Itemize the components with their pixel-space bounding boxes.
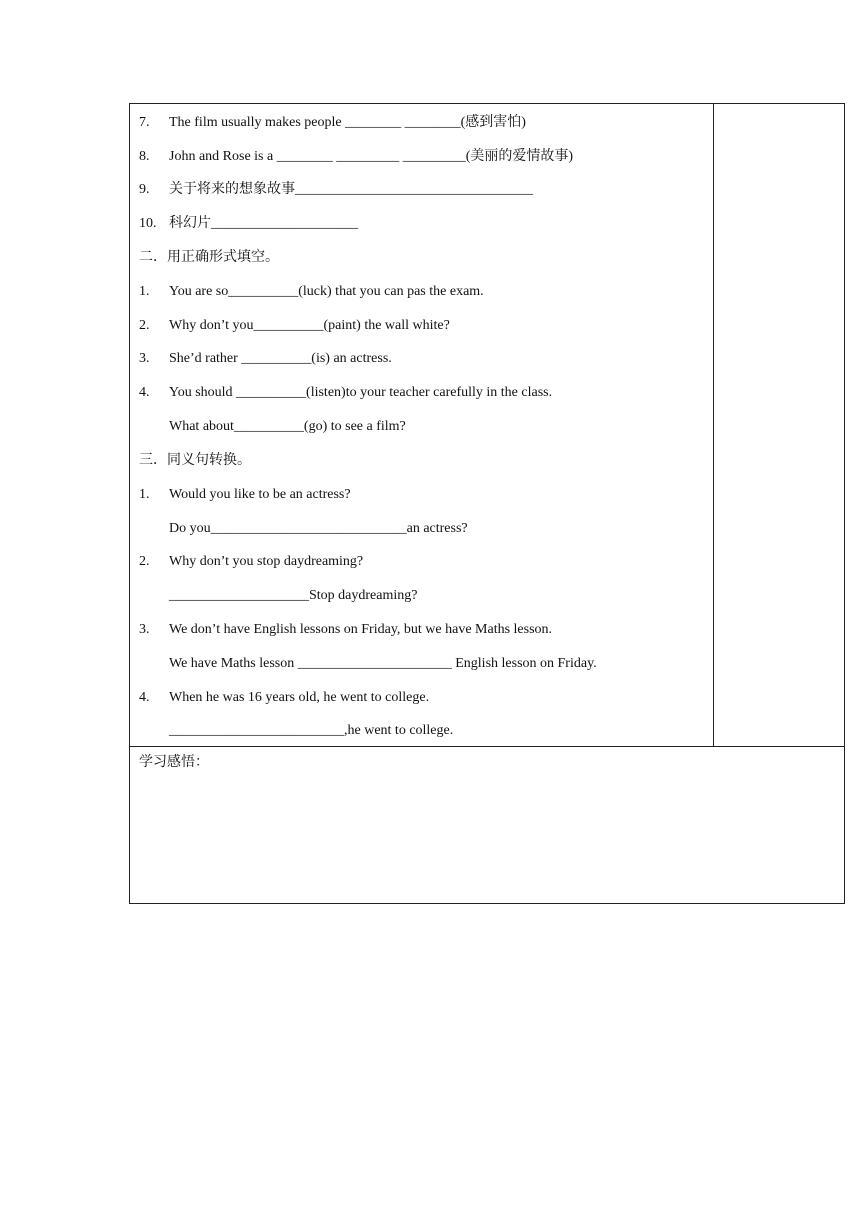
item-number: 3.: [139, 622, 150, 637]
item-number: 10.: [139, 216, 157, 231]
item-text: You are so__________(luck) that you can pas the exam.: [169, 284, 484, 299]
item-number: 1.: [139, 284, 150, 299]
item-text: She’d rather __________(is) an actress.: [169, 351, 392, 366]
section-heading: 二．用正确形式填空。: [139, 250, 279, 265]
column-divider: [713, 104, 714, 746]
item-text: We have Maths lesson ______________________ English lesson on Friday.: [169, 656, 597, 671]
item-text: _________________________,he went to college.: [169, 723, 454, 738]
item-text: John and Rose is a ________ _________ _________(美丽的爱情故事): [169, 149, 574, 164]
item-number: 2.: [139, 554, 150, 569]
item-text: Would you like to be an actress?: [169, 487, 351, 502]
section-heading: 三．同义句转换。: [139, 453, 251, 468]
worksheet-table: [129, 103, 845, 904]
item-text: Why don’t you__________(paint) the wall white?: [169, 318, 450, 333]
item-text: When he was 16 years old, he went to college.: [169, 690, 430, 705]
item-text: Why don’t you stop daydreaming?: [169, 554, 364, 569]
item-text: ____________________Stop daydreaming?: [169, 588, 418, 603]
item-text: The film usually makes people ________ ________(感到害怕): [169, 115, 526, 130]
item-text: Do you____________________________an actress?: [169, 521, 468, 536]
item-number: 2.: [139, 318, 150, 333]
item-text: We don’t have English lessons on Friday, but we have Maths lesson.: [169, 622, 553, 637]
item-number: 1.: [139, 487, 150, 502]
item-text: 关于将来的想象故事__________________________________: [169, 182, 533, 197]
item-text: You should __________(listen)to your teacher carefully in the class.: [169, 385, 553, 400]
row-divider: [130, 746, 844, 747]
item-number: 3.: [139, 351, 150, 366]
item-number: 4.: [139, 690, 150, 705]
item-number: 9.: [139, 182, 150, 197]
item-number: 8.: [139, 149, 150, 164]
item-text: What about__________(go) to see a film?: [169, 419, 406, 434]
item-number: 7.: [139, 115, 150, 130]
reflection-label: 学习感悟：: [139, 755, 209, 770]
item-text: 科幻片_____________________: [169, 216, 358, 231]
item-number: 4.: [139, 385, 150, 400]
